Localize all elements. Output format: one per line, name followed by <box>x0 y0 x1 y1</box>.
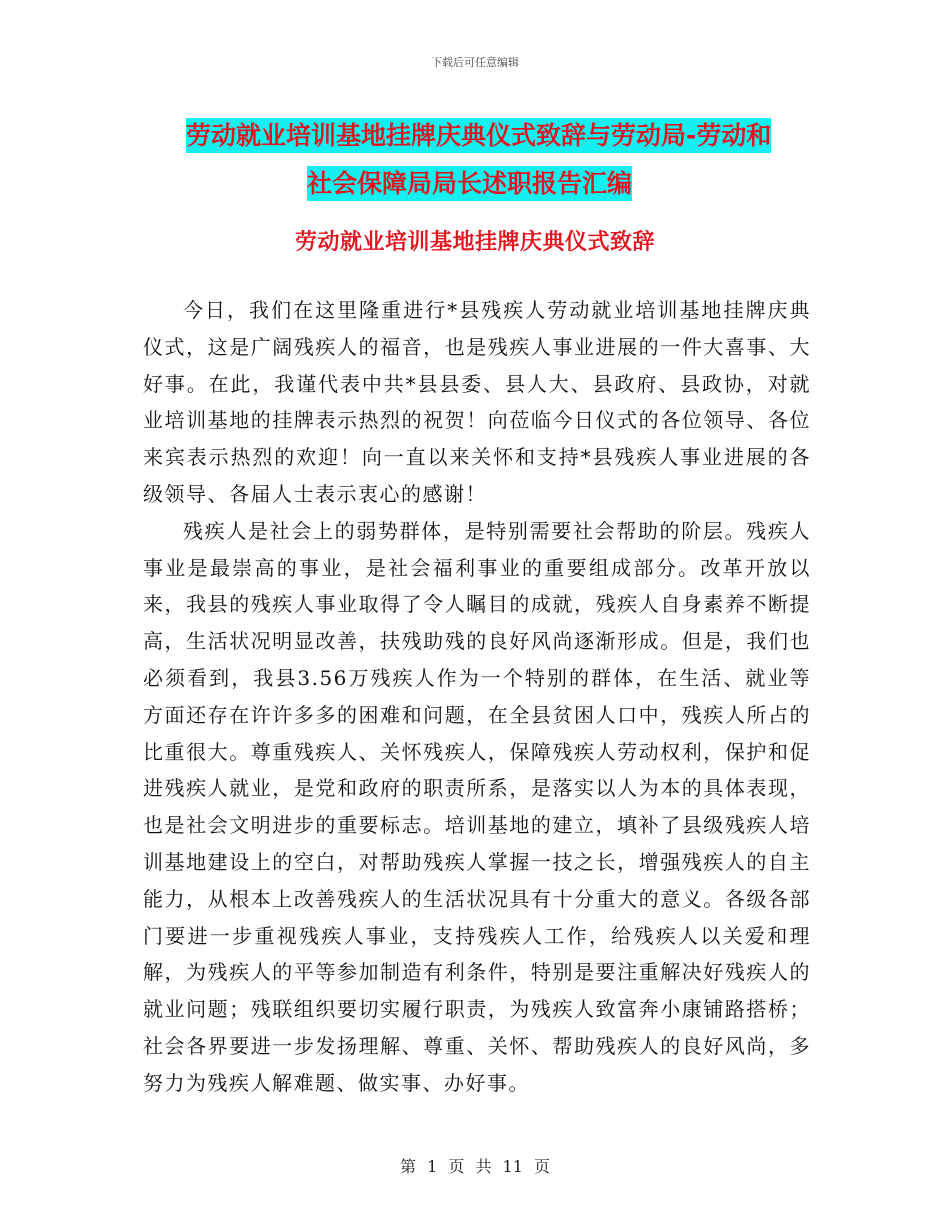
paragraph: 残疾人是社会上的弱势群体，是特别需要社会帮助的阶层。残疾人事业是最崇高的事业，是社会福利事业的重要组成部分。改革开放以来，我县的残疾人事业取得了令人瞩目的成就，残疾人自身素养不断提高，生活状况明显改善，扶残助残的良好风尚逐渐形成。但是，我们也必须看到，我县3.56万残疾人作为一个特别的群体，在生活、就业等方面还存在许许多多的困难和问题，在全县贫困人口中，残疾人所占的比重很大。尊重残疾人、关怀残疾人，保障残疾人劳动权利，保护和促进残疾人就业，是党和政府的职责所系，是落实以人为本的具体表现，也是社会文明进步的重要标志。培训基地的建立，填补了县级残疾人培训基地建设上的空白，对帮助残疾人掌握一技之长，增强残疾人的自主能力，从根本上改善残疾人的生活状况具有十分重大的意义。各级各部门要进一步重视残疾人事业，支持残疾人工作，给残疾人以关爱和理解，为残疾人的平等参加制造有利条件，特别是要注重解决好残疾人的就业问题；残联组织要切实履行职责，为残疾人致富奔小康铺路搭桥；社会各界要进一步发扬理解、尊重、关怀、帮助残疾人的良好风尚，多努力为残疾人解难题、做实事、办好事。 <box>143 518 811 1095</box>
section-title: 劳动就业培训基地挂牌庆典仪式致辞 <box>294 230 655 255</box>
paragraph: 今日，我们在这里隆重进行*县残疾人劳动就业培训基地挂牌庆典仪式，这是广阔残疾人的福音，也是残疾人事业进展的一件大喜事、大好事。在此，我谨代表中共*县县委、县人大、县政府、县政协，对就业培训基地的挂牌表示热烈的祝贺！向莅临今日仪式的各位领导、各位来宾表示热烈的欢迎！向一直以来关怀和支持*县残疾人事业进展的各级领导、各届人士表示衷心的感谢！ <box>143 298 811 506</box>
title-line-2: 社会保障局局长述职报告汇编 <box>307 166 632 201</box>
document-title <box>186 112 826 208</box>
title-line-1: 劳动就业培训基地挂牌庆典仪式致辞与劳动局-劳动和 <box>186 118 771 153</box>
page-footer: 第 1 页 共 11 页 <box>400 1157 550 1176</box>
body-text <box>143 292 811 1102</box>
header-note: 下载后可任意编辑 <box>431 56 519 69</box>
